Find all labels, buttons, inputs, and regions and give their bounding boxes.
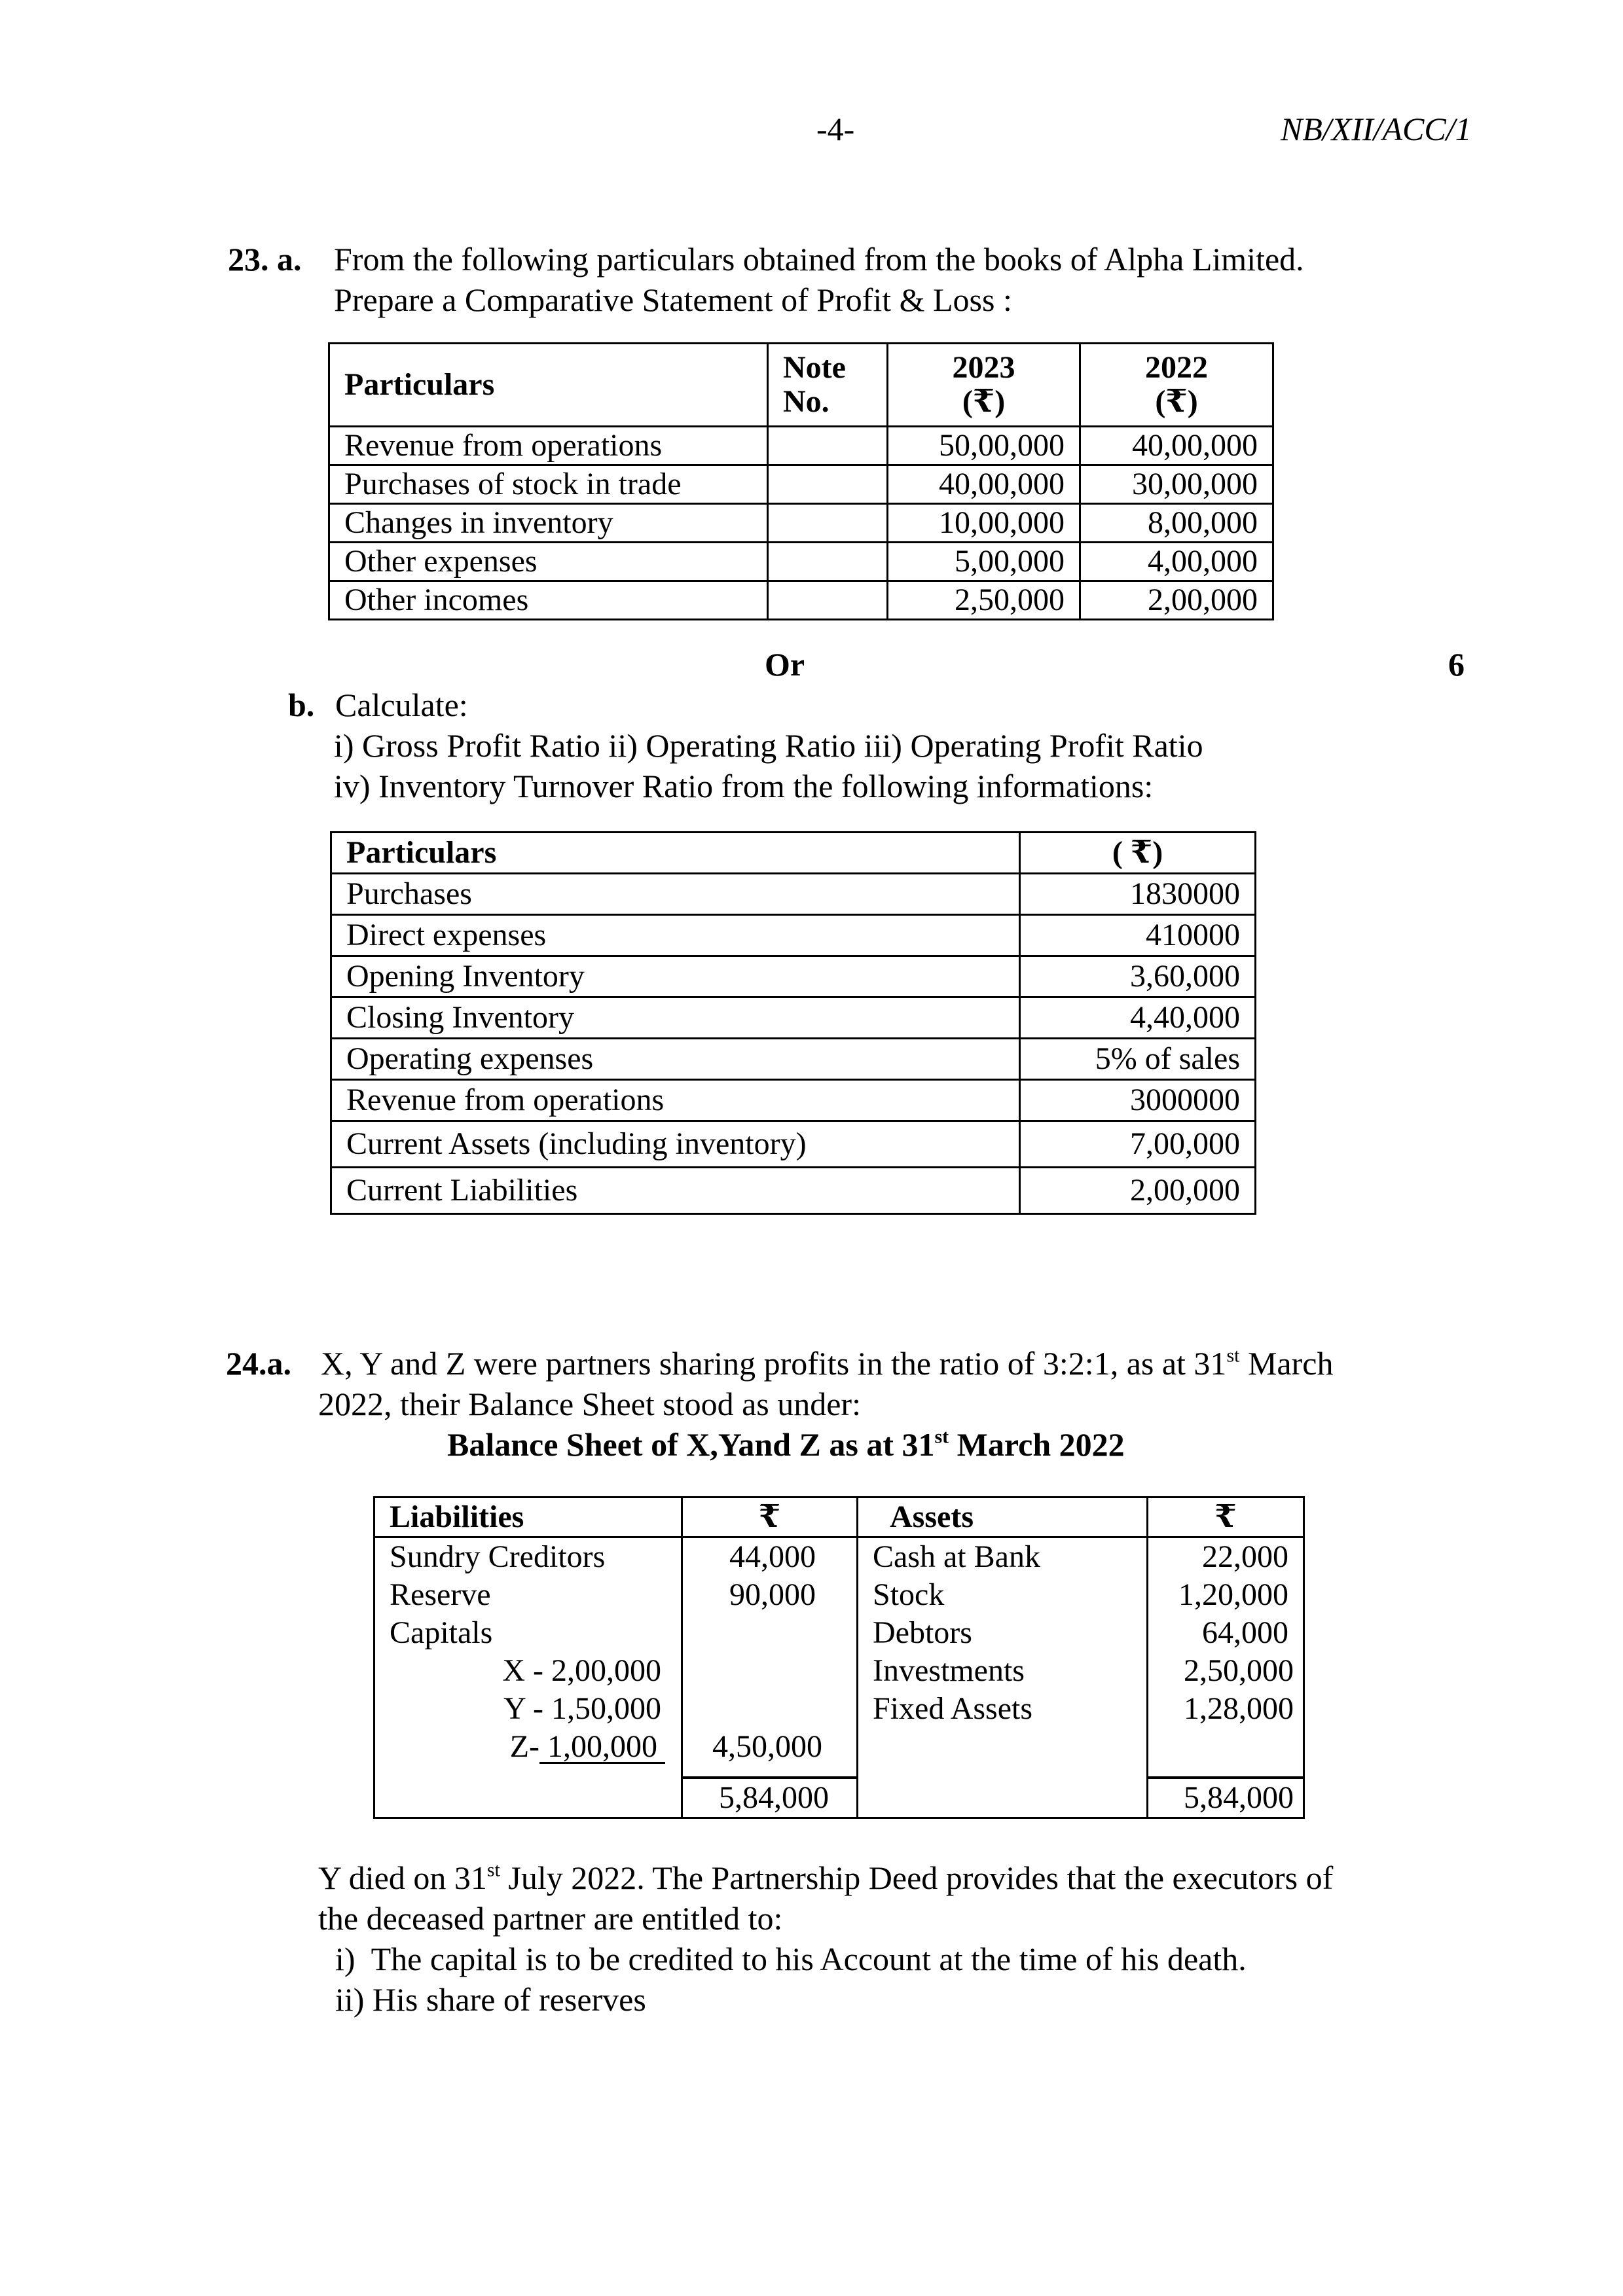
liability-total-label (374, 1778, 682, 1818)
particular: Closing Inventory (331, 997, 1020, 1039)
table-row (374, 1652, 1304, 1690)
value-2022: 30,00,000 (1080, 465, 1273, 504)
question-number-24a: 24.a. (226, 1345, 291, 1382)
particular: Revenue from operations (331, 1080, 1020, 1121)
header-assets-amount: ₹ (1148, 1498, 1304, 1537)
liability-amount: 90,000 (682, 1576, 858, 1614)
particular: Changes in inventory (329, 504, 768, 543)
particular: Current Liabilities (331, 1168, 1020, 1214)
question-number-23a: 23. a. (228, 241, 302, 278)
note-no (768, 427, 888, 465)
comparative-pl-table (328, 342, 1274, 620)
total-assets: 5,84,000 (1148, 1778, 1304, 1818)
entitlement-item: ii) His share of reserves (335, 1981, 646, 2018)
amount: 3,60,000 (1020, 956, 1256, 997)
amount: 4,40,000 (1020, 997, 1256, 1039)
particular: Direct expenses (331, 915, 1020, 956)
amount: 7,00,000 (1020, 1121, 1256, 1168)
table-row (331, 1168, 1256, 1214)
amount: 3000000 (1020, 1080, 1256, 1121)
total-liabilities: 5,84,000 (682, 1778, 858, 1818)
header-year-2023: 2023 (952, 350, 1015, 385)
table-row (374, 1537, 1304, 1577)
value-2023: 10,00,000 (888, 504, 1080, 543)
q23-intro-line2: Prepare a Comparative Statement of Profit & Loss : (334, 281, 1012, 318)
note-no (768, 581, 888, 620)
table-row (329, 465, 1273, 504)
bs-title-text: Balance Sheet of X,Yand Z as at 31 (447, 1426, 935, 1463)
amount: 2,00,000 (1020, 1168, 1256, 1214)
capital-z-prefix: Z- (509, 1729, 539, 1764)
bs-title-date: March 2022 (949, 1426, 1125, 1463)
header-note-line2: No. (783, 384, 830, 419)
q23-intro-line1: From the following particulars obtained from the books of Alpha Limited. (334, 241, 1304, 278)
q24-line2: 2022, their Balance Sheet stood as under: (318, 1386, 861, 1422)
table-row (331, 1080, 1256, 1121)
table-row (329, 581, 1273, 620)
liability-amount (682, 1690, 858, 1728)
value-2023: 5,00,000 (888, 543, 1080, 581)
table-row (331, 1039, 1256, 1080)
q23b-line2: iv) Inventory Turnover Ratio from the following informations: (334, 768, 1154, 804)
value-2022: 2,00,000 (1080, 581, 1273, 620)
value-2022: 40,00,000 (1080, 427, 1273, 465)
table-row (331, 997, 1256, 1039)
asset-amount: 1,28,000 (1148, 1690, 1304, 1728)
asset-label: Debtors (858, 1614, 1148, 1652)
header-particulars: Particulars (329, 344, 768, 427)
header-2023 (888, 344, 1080, 427)
liability-label: Capitals (374, 1614, 682, 1652)
table-row (331, 956, 1256, 997)
table-row (329, 504, 1273, 543)
table-row (374, 1690, 1304, 1728)
header-assets: Assets (858, 1498, 1148, 1537)
table-row (374, 1576, 1304, 1614)
liability-label: Reserve (374, 1576, 682, 1614)
note-no (768, 465, 888, 504)
liability-amount: 44,000 (682, 1537, 858, 1577)
table-row (329, 543, 1273, 581)
capital-z-value: 1,00,000 (539, 1729, 665, 1764)
particular: Purchases (331, 874, 1020, 915)
asset-amount: 64,000 (1148, 1614, 1304, 1652)
particular: Current Assets (including inventory) (331, 1121, 1020, 1168)
q24-line1 (321, 1343, 1333, 1384)
header-currency-2023: (₹) (962, 384, 1006, 419)
value-2022: 4,00,000 (1080, 543, 1273, 581)
liability-label: Sundry Creditors (374, 1537, 682, 1577)
death-statement-line2: the deceased partner are entitled to: (318, 1900, 783, 1937)
amount: 5% of sales (1020, 1039, 1256, 1080)
capital-y: Y - 1,50,000 (374, 1690, 682, 1728)
header-year-2022: 2022 (1145, 350, 1208, 385)
asset-label (858, 1728, 1148, 1778)
marks: 6 (1448, 646, 1465, 683)
page-number: -4- (816, 111, 855, 147)
asset-label: Investments (858, 1652, 1148, 1690)
asset-label: Stock (858, 1576, 1148, 1614)
death-text: Y died on 31 (318, 1859, 487, 1896)
capitals-total: 4,50,000 (682, 1728, 858, 1778)
note-no (768, 504, 888, 543)
header-2022 (1080, 344, 1273, 427)
death-statement-line1 (318, 1857, 1333, 1898)
entitlement-item: i) The capital is to be credited to his Account at the time of his death. (335, 1941, 1247, 1977)
table-row (331, 1121, 1256, 1168)
asset-total-label (858, 1778, 1148, 1818)
asset-amount (1148, 1728, 1304, 1778)
header-note-line1: Note (783, 350, 846, 385)
table-row (331, 874, 1256, 915)
q24-line1-text: X, Y and Z were partners sharing profits in the ratio of 3:2:1, as at 31 (321, 1345, 1227, 1382)
liability-amount (682, 1614, 858, 1652)
note-no (768, 543, 888, 581)
table-row (329, 427, 1273, 465)
table-row (374, 1728, 1304, 1778)
particular: Opening Inventory (331, 956, 1020, 997)
or-label: Or (765, 646, 805, 683)
ordinal-suffix: st (934, 1426, 949, 1448)
table-header-row (331, 833, 1256, 874)
amount: 1830000 (1020, 874, 1256, 915)
table-row (331, 915, 1256, 956)
value-2023: 2,50,000 (888, 581, 1080, 620)
value-2023: 50,00,000 (888, 427, 1080, 465)
amount: 410000 (1020, 915, 1256, 956)
balance-sheet-title (447, 1424, 1125, 1465)
liability-amount (682, 1652, 858, 1690)
header-amount: ( ₹) (1020, 833, 1256, 874)
ordinal-suffix: st (486, 1859, 500, 1881)
asset-amount: 1,20,000 (1148, 1576, 1304, 1614)
paper-code: NB/XII/ACC/1 (1281, 111, 1472, 147)
particular: Other incomes (329, 581, 768, 620)
capital-z (374, 1728, 682, 1778)
ratio-data-table (330, 831, 1256, 1215)
balance-sheet-table (373, 1496, 1305, 1819)
q23b-line1: i) Gross Profit Ratio ii) Operating Ratio iii) Operating Profit Ratio (334, 727, 1203, 764)
header-currency-2022: (₹) (1155, 384, 1198, 419)
capital-x: X - 2,00,000 (374, 1652, 682, 1690)
value-2022: 8,00,000 (1080, 504, 1273, 543)
asset-amount: 22,000 (1148, 1537, 1304, 1577)
particular: Operating expenses (331, 1039, 1020, 1080)
header-liabilities: Liabilities (374, 1498, 682, 1537)
particular: Revenue from operations (329, 427, 768, 465)
ordinal-suffix: st (1226, 1344, 1240, 1367)
question-part-b: b. (288, 687, 315, 723)
asset-label: Cash at Bank (858, 1537, 1148, 1577)
q24-line1-month: March (1239, 1345, 1334, 1382)
particular: Purchases of stock in trade (329, 465, 768, 504)
table-header-row (329, 344, 1273, 427)
totals-row (374, 1778, 1304, 1818)
table-header-row (374, 1498, 1304, 1537)
table-row (374, 1614, 1304, 1652)
particular: Other expenses (329, 543, 768, 581)
death-text-rest: July 2022. The Partnership Deed provides that the executors of (500, 1859, 1334, 1896)
header-particulars: Particulars (331, 833, 1020, 874)
header-note-no (768, 344, 888, 427)
value-2023: 40,00,000 (888, 465, 1080, 504)
q23b-calculate: Calculate: (335, 687, 468, 723)
asset-label: Fixed Assets (858, 1690, 1148, 1728)
header-liabilities-amount: ₹ (682, 1498, 858, 1537)
asset-amount: 2,50,000 (1148, 1652, 1304, 1690)
